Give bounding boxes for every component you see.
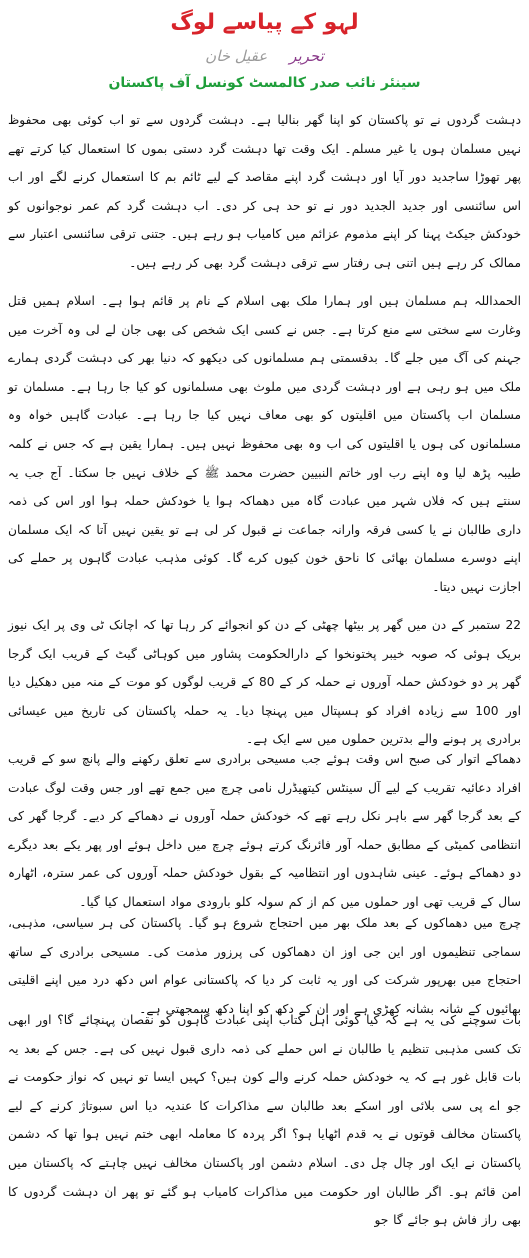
article-paragraph-3: 22 ستمبر کے دن میں گھر پر بیٹھا چھٹی کے دن کو انجوائے کر رہا تھا کہ اچانک ٹی وی پر ایک نیوز بریک ہوئی کہ صوبہ خیبر پختونخوا کے دارالحکومت پشاور میں کوہاٹی گیٹ کے قریب ایک گرجا گھر پر دو خودکش حملہ آوروں نے حملہ کر کے 80 کے قریب لوگوں کو موت کے منہ میں دھکیل دیا اور 100 سے زیادہ افراد کو ہسپتال میں پہنچا دیا۔ یہ حملہ پاکستان کی تاریخ میں عیسائی برادری پر ہونے والے بدترین حملوں میں سے ایک ہے۔: [8, 618, 521, 747]
article-title: لہو کے پیاسے لوگ: [170, 10, 359, 35]
byline: [8, 42, 521, 70]
author-name: عقیل خان: [205, 47, 268, 65]
article-paragraph-6: بات سوچنے کی یہ ہے کہ کیا کوئی اہل کتاب اپنی عبادت گاہوں کو نقصان پہنچائے گا؟ اور ابھی تک کسی مذہبی تنظیم یا طالبان نے اس حملے کی ذمہ داری قبول نہیں کی ہے۔ جس کے بعد یہ بات قابل غور ہے کہ یہ خودکش حملہ کرنے والے کون ہیں؟ کہیں ایسا تو نہیں کہ نواز حکومت نے جو اے پی سی بلائی اور اسکے بعد طالبان سے مذاکرات کا عندیہ دیا اس سبوتاژ کرنے کے لیے پاکستان مخالف قوتوں نے یہ قدم اٹھایا ہو؟ اگر پردہ کا معاملہ ابھی ختم نہیں ہوا تھا کہ دشمن پاکستان نے ایک اور چال چل دی۔ اسلام دشمن اور پاکستان مخالف نہیں چاہتے کہ پاکستان میں امن قائم ہو۔ اگر طالبان اور حکومت میں مذاکرات کامیاب ہو گئے تو پھر ان دہشت گردوں کا بھی راز فاش ہو جائے گا جو: [8, 1013, 521, 1228]
article-paragraph-5: چرچ میں دھماکوں کے بعد ملک بھر میں احتجاج شروع ہو گیا۔ پاکستان کی ہر سیاسی، مذہبی، سماجی تنظیموں اور این جی اوز ان دھماکوں کی پرزور مذمت کی۔ مسیحی برادری کے ساتھ احتجاج میں بھرپور شرکت کی اور یہ ثابت کر دیا کہ پاکستانی عوام اس دکھ درد میں اپنے اقلیتی بھائیوں کے شانہ بشانہ کھڑی ہے اور ان کے دکھ کو اپنا دکھ سمجھتی ہے۔: [8, 916, 521, 1016]
byline-prefix: تحریر: [289, 47, 324, 65]
article-paragraph-4: دھماکے اتوار کی صبح اس وقت ہوئے جب مسیحی برادری سے تعلق رکھنے والے پانچ سو کے قریب افراد دعائیہ تقریب کے لیے آل سینٹس کیتھیڈرل نامی چرچ میں جمع تھے اور جس وقت لوگ عبادت کے بعد گرجا گھر سے باہر نکل رہے تھے کہ خودکش حملہ آوروں نے دھماکے کر دیے۔ گرجا گھر کی انتظامی کمیٹی کے مطابق حملہ آور فائرنگ کرتے ہوئے چرچ میں داخل ہوئے اور پھر یکے بعد دیگرے دو دھماکے ہوئے۔ عینی شاہدوں اور انتظامیہ کے بقول خودکش حملہ آوروں کی عمر سترہ، اٹھارہ سال کے قریب تھی اور حملوں میں کم از کم سولہ کلو بارودی مواد استعمال کیا گیا۔: [8, 752, 521, 909]
article-paragraph-2: الحمداللہ ہم مسلمان ہیں اور ہمارا ملک بھی اسلام کے نام پر قائم ہوا ہے۔ اسلام ہمیں قتل وغارت سے سختی سے منع کرتا ہے۔ جس نے کسی ایک شخص کی بھی جان لے لی وہ آخرت میں جہنم کی آگ میں جلے گا۔ بدقسمتی ہم مسلمانوں کی دیکھو کہ دنیا بھر کی دہشت گردی ہمارے ملک میں ہو رہی ہے اور دہشت گردی میں ملوث بھی مسلمانوں کو کیا جا رہا ہے۔ مسلمان تو مسلمان اب پاکستان میں اقلیتوں کو بھی معاف نہیں کیا جا رہا ہے۔ عبادت گاہیں خواہ وہ مسلمانوں کی ہوں یا اقلیتوں کی اب وہ بھی محفوظ نہیں ہیں۔ ہمارا یقین ہے کہ جس نے کلمہ طیبہ پڑھ لیا وہ اپنے رب اور خاتم النبیین حضرت محمد ﷺ کے خلاف نہیں جا سکتا۔ آج جب یہ سنتے ہیں کہ فلاں شہر میں عبادت گاہ میں دھماکہ ہوا یا خودکش حملہ ہوا اور اس کی ذمہ داری طالبان نے یا کسی فرقہ وارانہ جماعت نے قبول کر لی ہے تو یقین نہیں آتا کہ ایک مسلمان اپنے دوسرے مسلمان بھائی کا ناحق خون کیوں کرے گا۔ کوئی مذہب عبادت گاہوں پر حملے کی اجازت نہیں دیتا۔: [8, 294, 521, 594]
article-paragraph-1: دہشت گردوں نے تو پاکستان کو اپنا گھر بنالیا ہے۔ دہشت گردوں سے تو اب کوئی بھی محفوظ نہیں مسلمان ہوں یا غیر مسلم۔ ایک وقت تھا دہشت گرد دستی بموں کا استعمال کیا کرتے تھے پھر تھوڑا ساجدید دور آیا اور دہشت گرد اپنے مقاصد کے لیے ٹائم بم کا استعمال کرنے لگے اور اب اس سائنسی اور جدید الجدید دور نے تو حد ہی کر دی۔ اب دہشت گرد کم عمر نوجوانوں کو خودکش جیکٹ پہنا کر اپنے مذموم عزائم میں کامیاب ہو رہے ہیں۔ جتنی ترقی سائنسی اعتبار سے ممالک کر رہے ہیں اتنی ہی رفتار سے ترقی دہشت گرد بھی کر رہے ہیں۔: [8, 113, 521, 270]
author-designation: سینئر نائب صدر کالمسٹ کونسل آف پاکستان: [108, 75, 421, 91]
